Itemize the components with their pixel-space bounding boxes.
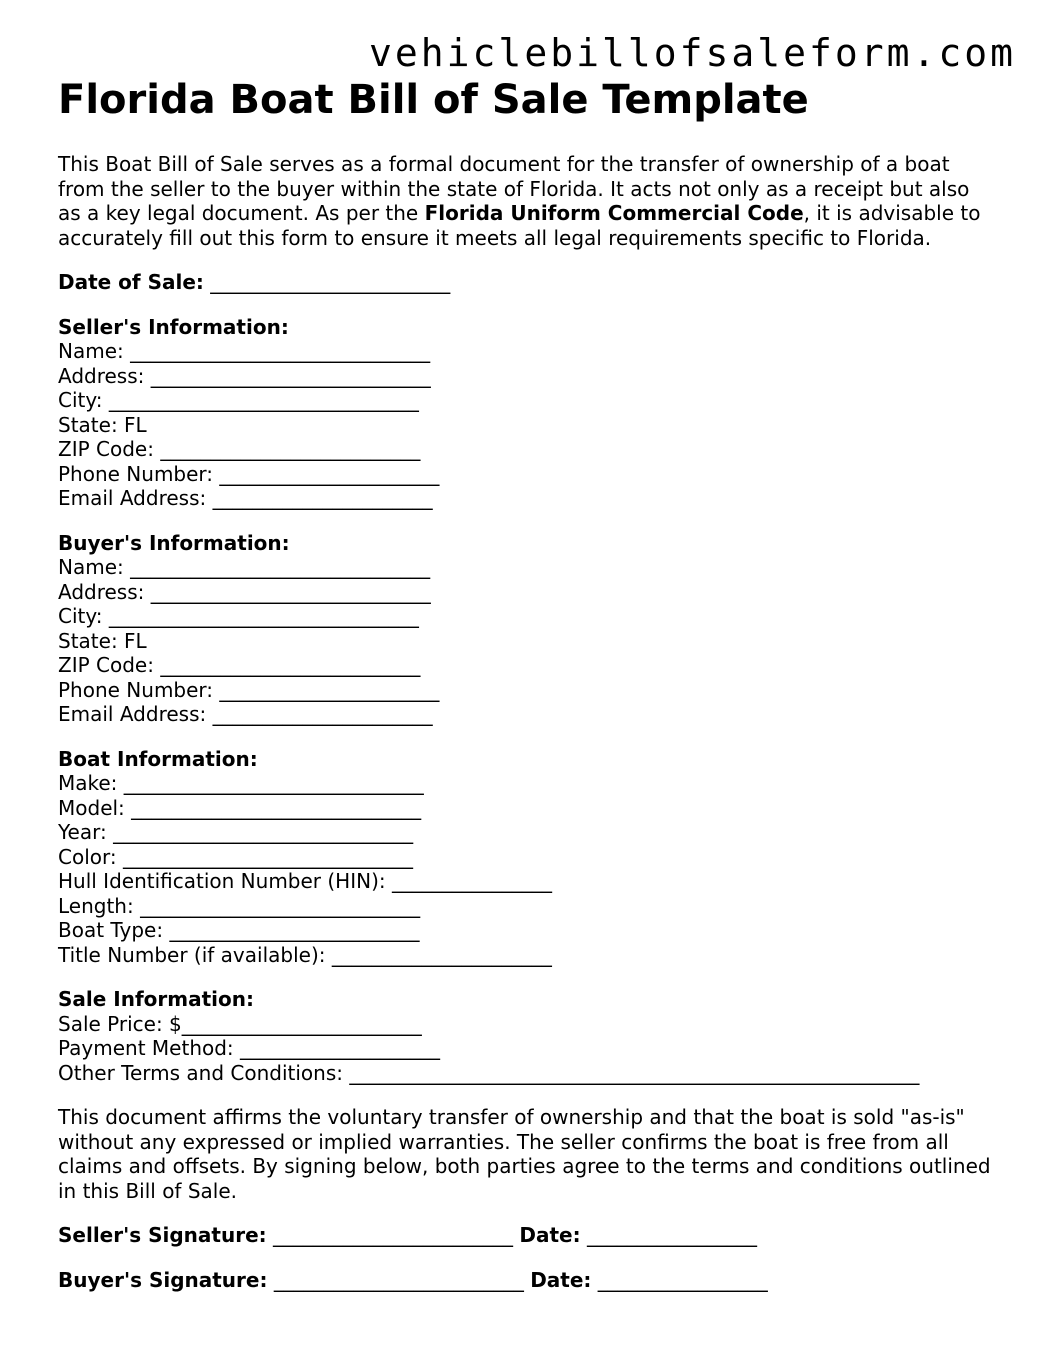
field-label: Email Address: bbox=[58, 486, 207, 510]
sale-heading: Sale Information: bbox=[58, 987, 254, 1011]
date-of-sale-blank[interactable]: ________________________ bbox=[210, 270, 451, 294]
buyer-field-row[interactable] bbox=[58, 604, 998, 629]
field-blank[interactable]: ______________________________ bbox=[113, 820, 414, 844]
page-title: Florida Boat Bill of Sale Template bbox=[58, 77, 809, 123]
buyer-field-row[interactable] bbox=[58, 678, 998, 703]
buyer-signature-blank[interactable]: _________________________ bbox=[273, 1267, 524, 1292]
buyer-heading: Buyer's Information: bbox=[58, 530, 290, 555]
buyer-field-row bbox=[58, 629, 998, 654]
seller-signature-row bbox=[58, 1223, 998, 1248]
sale-field-row[interactable] bbox=[58, 1061, 998, 1086]
buyer-signature-row bbox=[58, 1268, 998, 1293]
buyer-field-row[interactable] bbox=[58, 555, 998, 580]
field-blank[interactable]: _________________________________________________________ bbox=[349, 1060, 920, 1085]
intro-paragraph bbox=[58, 152, 998, 250]
field-label: Sale Price: $ bbox=[58, 1011, 182, 1036]
buyer-field-row[interactable] bbox=[58, 653, 998, 678]
field-blank[interactable]: ______________________________ bbox=[130, 555, 431, 579]
boat-field-row[interactable] bbox=[58, 820, 998, 845]
boat-field-row[interactable] bbox=[58, 894, 998, 919]
field-label: Hull Identification Number (HIN): bbox=[58, 869, 386, 893]
field-label: Other Terms and Conditions: bbox=[58, 1060, 343, 1085]
field-blank[interactable]: ______________________ bbox=[212, 486, 433, 510]
boat-field-row[interactable] bbox=[58, 918, 998, 943]
field-blank[interactable]: _____________________________ bbox=[122, 844, 413, 869]
sale-field-row[interactable] bbox=[58, 1012, 998, 1037]
field-label: Email Address: bbox=[58, 702, 207, 726]
field-label: Boat Type: bbox=[58, 918, 164, 942]
buyer-date-label: Date: bbox=[530, 1267, 592, 1292]
intro-text-start: This Boat Bill of Sale serves as a formal document for the transfer of ownership of a boat from the seller to the buyer within the state of Florida. It acts not only as a receipt but also as a key legal document. As per the bbox=[58, 152, 970, 225]
field-label: City: bbox=[58, 388, 103, 412]
field-blank[interactable]: _____________________________ bbox=[131, 795, 422, 820]
seller-field-row[interactable] bbox=[58, 364, 998, 389]
field-blank[interactable]: ________________ bbox=[391, 869, 552, 893]
seller-field-row[interactable] bbox=[58, 462, 998, 487]
field-blank[interactable]: ______________________________ bbox=[130, 339, 431, 363]
field-blank[interactable]: ____________________________ bbox=[150, 363, 431, 388]
field-label: Color: bbox=[58, 844, 117, 869]
date-of-sale-field[interactable] bbox=[58, 270, 998, 295]
boat-heading: Boat Information: bbox=[58, 746, 258, 771]
boat-field-row[interactable] bbox=[58, 845, 998, 870]
field-label: Phone Number: bbox=[58, 461, 214, 486]
buyer-field-row[interactable] bbox=[58, 580, 998, 605]
intro-bold-term: Florida Uniform Commercial Code bbox=[424, 201, 804, 225]
field-label: Title Number (if available): bbox=[58, 942, 326, 967]
field-label: Phone Number: bbox=[58, 677, 214, 702]
document-body bbox=[58, 78, 998, 1292]
field-label: Payment Method: bbox=[58, 1036, 234, 1060]
field-label: State: FL bbox=[58, 628, 147, 653]
seller-signature-label: Seller's Signature: bbox=[58, 1223, 267, 1247]
buyer-signature-label: Buyer's Signature: bbox=[58, 1267, 268, 1292]
seller-signature-blank[interactable]: ________________________ bbox=[273, 1223, 513, 1247]
boat-field-row[interactable] bbox=[58, 796, 998, 821]
seller-heading: Seller's Information: bbox=[58, 314, 289, 339]
buyer-field-row[interactable] bbox=[58, 702, 998, 727]
field-blank[interactable]: ______________________ bbox=[219, 677, 440, 702]
field-blank[interactable]: ______________________ bbox=[331, 942, 552, 967]
field-label: State: FL bbox=[58, 412, 147, 437]
boat-field-row[interactable] bbox=[58, 771, 998, 796]
watermark: vehiclebillofsaleform.com bbox=[369, 31, 1016, 75]
seller-date-blank[interactable]: _________________ bbox=[586, 1223, 757, 1247]
date-of-sale-label: Date of Sale: bbox=[58, 270, 204, 294]
field-blank[interactable]: _________________________ bbox=[169, 918, 420, 942]
seller-field-row[interactable] bbox=[58, 339, 998, 364]
field-label: ZIP Code: bbox=[58, 653, 154, 677]
field-label: Name: bbox=[58, 339, 124, 363]
sale-field-row[interactable] bbox=[58, 1036, 998, 1061]
seller-date-label: Date: bbox=[519, 1223, 581, 1247]
field-blank[interactable]: ______________________ bbox=[219, 461, 440, 486]
buyer-date-blank[interactable]: _________________ bbox=[597, 1267, 768, 1292]
seller-field-row[interactable] bbox=[58, 437, 998, 462]
field-blank[interactable]: ____________________________ bbox=[150, 579, 431, 604]
intro-text-end: , it is advisable to accurately fill out this form to ensure it meets all legal requirements specific to Florida. bbox=[58, 201, 981, 250]
seller-field-row bbox=[58, 413, 998, 438]
field-label: Make: bbox=[58, 771, 118, 795]
seller-field-row[interactable] bbox=[58, 486, 998, 511]
field-label: Model: bbox=[58, 795, 125, 820]
buyer-fields bbox=[58, 555, 998, 727]
field-blank[interactable]: _______________________________ bbox=[108, 604, 419, 628]
boat-fields bbox=[58, 771, 998, 967]
field-blank[interactable]: _______________________________ bbox=[108, 388, 419, 412]
outro-paragraph: This document affirms the voluntary transfer of ownership and that the boat is sold "as-is" without any expressed or implied warranties. The seller confirms the boat is free from all claims and offsets. By signing below, both parties agree to the terms and conditions outlined in this Bill of Sale. bbox=[58, 1105, 991, 1203]
field-blank[interactable]: ______________________ bbox=[212, 702, 433, 726]
field-label: Address: bbox=[58, 579, 145, 604]
field-blank[interactable]: ______________________________ bbox=[123, 771, 424, 795]
boat-field-row[interactable] bbox=[58, 869, 998, 894]
sale-fields bbox=[58, 1012, 998, 1086]
field-blank[interactable]: ________________________ bbox=[181, 1011, 422, 1036]
seller-field-row[interactable] bbox=[58, 388, 998, 413]
field-blank[interactable]: ____________________ bbox=[240, 1036, 441, 1060]
field-blank[interactable]: __________________________ bbox=[160, 653, 421, 677]
boat-field-row[interactable] bbox=[58, 943, 998, 968]
field-label: Length: bbox=[58, 893, 134, 918]
field-blank[interactable]: ____________________________ bbox=[140, 893, 421, 918]
field-label: City: bbox=[58, 604, 103, 628]
field-label: ZIP Code: bbox=[58, 437, 154, 461]
seller-fields bbox=[58, 339, 998, 511]
field-label: Name: bbox=[58, 555, 124, 579]
field-label: Year: bbox=[58, 820, 107, 844]
field-label: Address: bbox=[58, 363, 145, 388]
field-blank[interactable]: __________________________ bbox=[160, 437, 421, 461]
